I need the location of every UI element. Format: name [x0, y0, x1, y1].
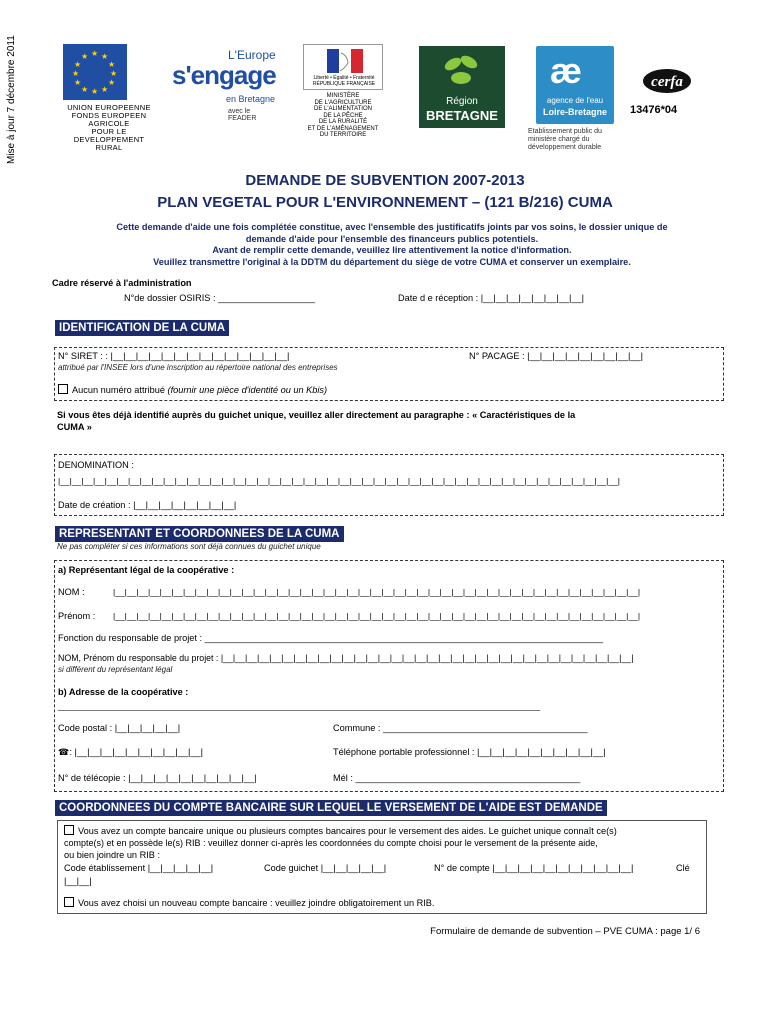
page-title: DEMANDE DE SUBVENTION 2007-2013: [245, 172, 525, 189]
numero-compte-field[interactable]: N° de compte |__|__|__|__|__|__|__|__|__|__|__|: [434, 863, 634, 873]
side-note: Mise à jour 7 décembre 2011: [6, 35, 17, 164]
telephone-boxes: : |__|__|__|__|__|__|__|__|__|__|: [69, 747, 204, 757]
section-representant-note: Ne pas compléter si ces informations sont déjà connues du guichet unique: [57, 542, 321, 551]
admin-label: Cadre réservé à l'administration: [52, 278, 192, 288]
intro-line: Cette demande d'aide une fois complétée constitue, avec l'ensemble des justificatifs joints par vos soins, le dossier unique de: [116, 222, 668, 232]
ae-label: agence de l'eau: [546, 96, 604, 105]
nouveau-compte-checkbox[interactable]: [64, 897, 74, 907]
section-representant: REPRESENTANT ET COORDONNEES DE LA CUMA: [55, 526, 344, 542]
section-identification: IDENTIFICATION DE LA CUMA: [55, 320, 229, 336]
engage-word: s'engage: [172, 60, 276, 90]
siret-box: [54, 347, 724, 401]
denomination-field[interactable]: |__|__|__|__|__|__|__|__|__|__|__|__|__|__|__|__|__|__|__|__|__|__|__|__|__|__|__|__|__|__|__|__|__|__|__|__|__|__|__|__|__|__|__|__|__|__|__|__|: [58, 476, 621, 486]
region-bretagne-logo: [419, 46, 505, 128]
eu-caption: UNION EUROPEENNE FONDS EUROPEEN AGRICOLE POUR LE DEVELOPPEMENT RURAL: [67, 103, 151, 152]
adresse-title: b) Adresse de la coopérative :: [58, 687, 189, 697]
europe-engage-logo: [170, 48, 280, 120]
compte-text-line-3: ou bien joindre un RIB :: [64, 850, 161, 860]
aucun-numero-option[interactable]: [58, 384, 327, 395]
aucun-note: (fournir une pièce d'identité ou un Kbis): [167, 385, 328, 395]
commune-field[interactable]: Commune : ________________________________________: [333, 723, 588, 733]
cerfa-word: cerfa: [651, 74, 683, 90]
ae-label-2: Loire-Bretagne: [542, 107, 607, 117]
denomination-box: [54, 454, 724, 516]
engage-feader: avec le FEADER: [228, 108, 257, 122]
guichet-text-2: CUMA »: [57, 422, 92, 432]
responsable-note: si différent du représentant légal: [58, 665, 173, 674]
code-guichet-field[interactable]: Code guichet |__|__|__|__|__|: [264, 863, 387, 873]
prenom-field[interactable]: |__|__|__|__|__|__|__|__|__|__|__|__|__|__|__|__|__|__|__|__|__|__|__|__|__|__|__|__|__|__|__|__|__|__|__|__|__|__|__|__|__|__|__|__|__|: [113, 611, 641, 621]
adresse-field[interactable]: ______________________________________________________________________________________________________: [58, 701, 541, 711]
nouveau-compte-label: Vous avez choisi un nouveau compte bancaire : veuillez joindre obligatoirement un RIB.: [78, 898, 435, 908]
fonction-field[interactable]: Fonction du responsable de projet : ______________________________________________________________________________: [58, 633, 604, 643]
nom-label: NOM :: [58, 587, 85, 597]
ministry-caption: MINISTÈRE DE L'AGRICULTURE DE L'ALIMENTATION DE LA PÊCHE DE LA RURALITÉ ET DE L'AMÉNAGEMENT DU TERRITOIRE: [307, 93, 379, 138]
prenom-label: Prénom :: [58, 611, 96, 621]
email-field[interactable]: Mél : ____________________________________________: [333, 773, 581, 783]
cerfa-number: 13476*04: [630, 104, 678, 116]
ae-symbol-icon: æ: [550, 50, 583, 91]
representant-title: a) Représentant légal de la coopérative :: [58, 565, 235, 575]
compte-unique-line: Vous avez un compte bancaire unique ou plusieurs comptes bancaires pour le versement des aides. Le guichet unique connaît ce(s): [78, 826, 617, 836]
eu-flag-icon: ★ ★ ★ ★ ★ ★ ★ ★ ★ ★ ★ ★: [63, 44, 127, 100]
eu-logo: [60, 44, 158, 152]
intro-text: [52, 222, 732, 268]
bretagne-word: BRETAGNE: [426, 108, 498, 123]
cle-label: Clé: [676, 863, 690, 873]
compte-unique-checkbox[interactable]: [64, 825, 74, 835]
region-word: Région: [446, 96, 478, 107]
ministry-logo: [303, 44, 383, 139]
ae-caption: Etablissement public du ministère chargé du développement durable: [528, 128, 602, 151]
pacage-field[interactable]: N° PACAGE : |__|__|__|__|__|__|__|__|__|: [469, 351, 643, 361]
responsable-field[interactable]: NOM, Prénom du responsable du projet : |__|__|__|__|__|__|__|__|__|__|__|__|__|__|__|__|__|__|__|__|__|__|__|__|__|__|__|__|__|__|__|__|__|__|: [58, 653, 634, 663]
nom-field[interactable]: |__|__|__|__|__|__|__|__|__|__|__|__|__|__|__|__|__|__|__|__|__|__|__|__|__|__|__|__|__|__|__|__|__|__|__|__|__|__|__|__|__|__|__|__|__|: [113, 587, 641, 597]
code-postal-field[interactable]: Code postal : |__|__|__|__|__|: [58, 723, 181, 733]
section-bancaire: COORDONNEES DU COMPTE BANCAIRE SUR LEQUEL LE VERSEMENT DE L'AIDE EST DEMANDE: [55, 800, 607, 816]
creation-date-field[interactable]: Date de création : |__|__|__|__|__|__|__|__|: [58, 500, 237, 510]
bancaire-box: [57, 820, 707, 914]
code-etablissement-field[interactable]: Code établissement |__|__|__|__|__|: [64, 863, 214, 873]
rf-label: Liberté • Égalité • Fraternité RÉPUBLIQUE FRANÇAISE: [312, 75, 376, 87]
cerfa-logo: [642, 68, 692, 94]
osiris-field[interactable]: N°de dossier OSIRIS : ___________________: [124, 293, 316, 303]
page-subtitle: PLAN VEGETAL POUR L'ENVIRONNEMENT – (121 B/216) CUMA: [157, 194, 613, 211]
page-footer: Formulaire de demande de subvention – PVE CUMA : page 1/ 6: [430, 926, 700, 937]
engage-bretagne: en Bretagne: [226, 94, 276, 104]
leaf-icon: [433, 50, 489, 90]
phone-icon: ☎: [58, 747, 70, 757]
intro-line: Avant de remplir cette demande, veuillez lire attentivement la notice d'information.: [212, 245, 572, 255]
guichet-text: Si vous êtes déjà identifié auprès du guichet unique, veuillez aller directement au paragraphe : « Caractéristiques de la: [57, 410, 576, 420]
siret-field[interactable]: N° SIRET : : |__|__|__|__|__|__|__|__|__|__|__|__|__|__|: [58, 351, 290, 361]
representant-box: [54, 560, 724, 792]
aucun-checkbox[interactable]: [58, 384, 68, 394]
siret-note: attribué par l'INSEE lors d'une inscription au répertoire national des entreprises: [58, 363, 338, 372]
intro-line: demande d'aide pour l'ensemble des financeurs publics potentiels.: [245, 233, 539, 244]
aucun-label: Aucun numéro attribué: [72, 385, 165, 395]
fax-field[interactable]: N° de télécopie : |__|__|__|__|__|__|__|__|__|__|: [58, 773, 257, 783]
intro-line: Veuillez transmettre l'original à la DDTM du département du siège de votre CUMA et conserver un exemplaire.: [153, 256, 631, 267]
reception-date-field[interactable]: Date d e réception : |__|__|__|__|__|__|__|__|: [398, 293, 584, 303]
telephone-field[interactable]: [58, 747, 203, 758]
engage-label: L'Europe: [228, 48, 276, 62]
compte-unique-option[interactable]: [64, 825, 617, 836]
cle-field[interactable]: |__|__|: [64, 876, 92, 886]
denomination-label: DENOMINATION :: [58, 460, 134, 470]
nouveau-compte-option[interactable]: [64, 897, 434, 908]
compte-text-line: compte(s) et en possède le(s) RIB : veuillez donner ci-après les coordonnées du compte choisi pour le versement de la présente aide,: [64, 838, 598, 848]
marianne-icon: [303, 44, 383, 90]
mobile-field[interactable]: Téléphone portable professionnel : |__|__|__|__|__|__|__|__|__|__|: [333, 747, 606, 757]
agence-eau-logo: [536, 46, 614, 124]
